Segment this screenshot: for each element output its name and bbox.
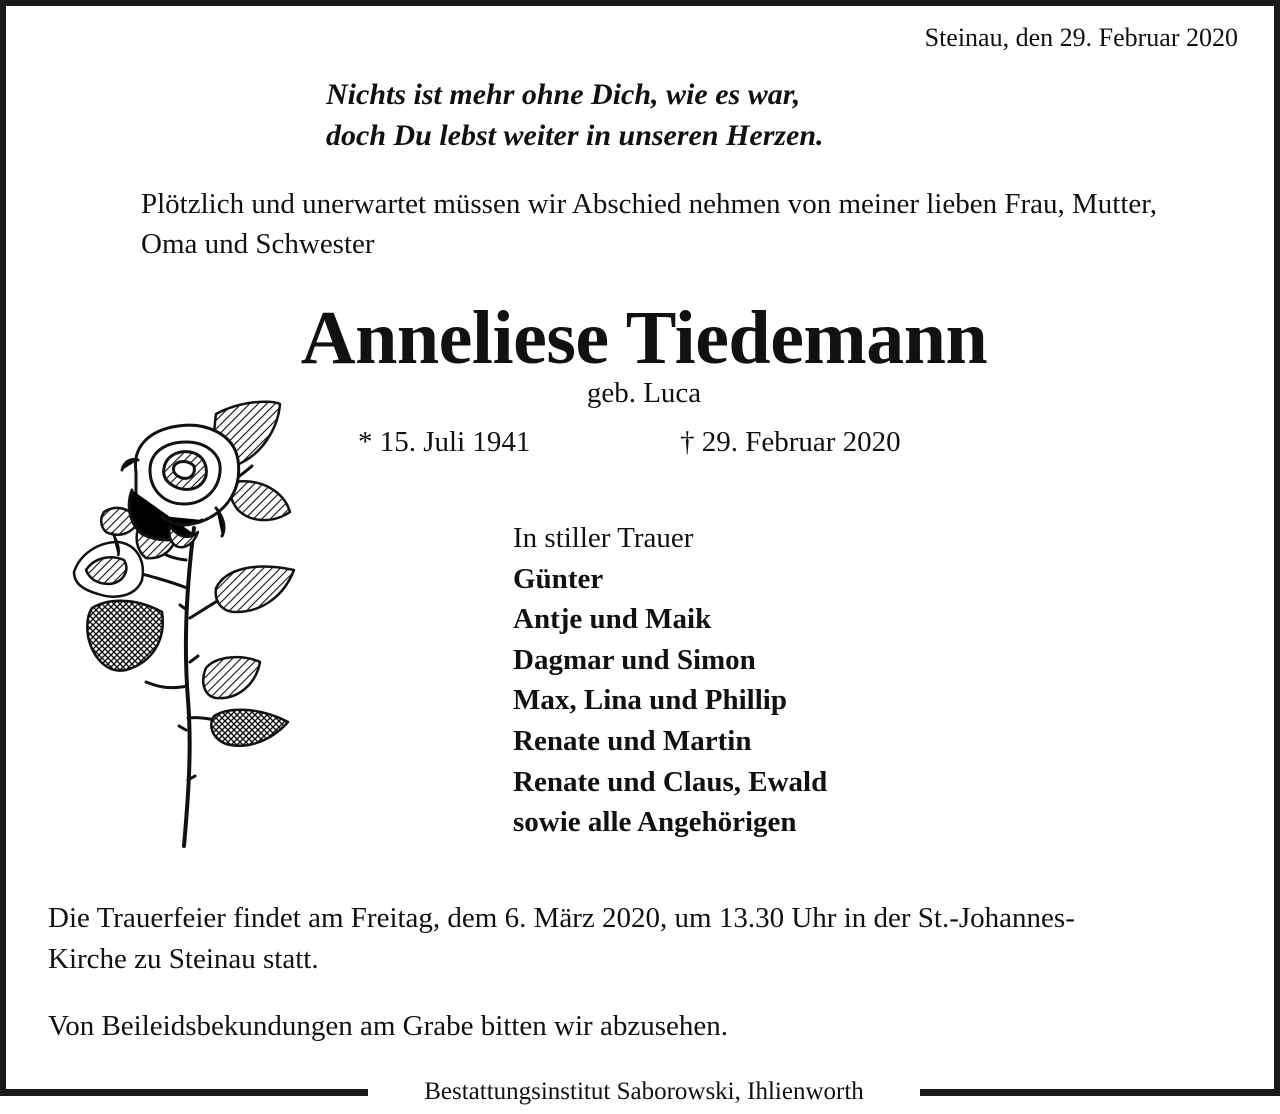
condolence-note: Von Beileidsbekundungen am Grabe bitten wir abzusehen. [48,1010,728,1042]
motto-line-1: Nichts ist mehr ohne Dich, wie es war, [326,78,801,111]
border-bottom-left [0,1089,368,1096]
birth-date: * 15. Juli 1941 [358,426,531,458]
border-right [1274,0,1280,1094]
mourner-name: Antje und Maik [513,603,712,636]
service-line-1: Die Trauerfeier findet am Freitag, dem 6. März 2020, um 13.30 Uhr in der St.-Johannes- [48,902,1075,934]
mourner-name: sowie alle Angehörigen [513,806,797,839]
motto [326,74,824,156]
funeral-service-info [48,898,1248,980]
dateline: Steinau, den 29. Februar 2020 [924,23,1238,52]
maiden-name: geb. Luca [586,377,702,409]
funeral-home-footer: Bestattungsinstitut Saborowski, Ihlienworth [424,1078,864,1105]
border-top [0,0,1280,6]
mourner-name: Max, Lina und Phillip [513,684,787,717]
border-left [0,0,6,1094]
mourner-name: Dagmar und Simon [513,643,756,676]
rose-illustration-icon [66,400,302,852]
mourner-name: Günter [513,562,604,595]
deceased-name: Anneliese Tiedemann [300,296,988,380]
intro-text: Plötzlich und unerwartet müssen wir Abschied nehmen von meiner lieben Frau, Mutter, Oma und Schwester [141,188,1158,260]
mourner-name: Renate und Claus, Ewald [513,765,828,798]
service-line-2: Kirche zu Steinau statt. [48,943,319,975]
mourners-lead: In stiller Trauer [513,522,694,554]
motto-line-2: doch Du lebst weiter in unseren Herzen. [326,119,824,152]
border-bottom-right [920,1089,1280,1096]
death-date: † 29. Februar 2020 [680,426,901,458]
mourner-name: Renate und Martin [513,724,752,757]
mourners-list [513,518,827,843]
